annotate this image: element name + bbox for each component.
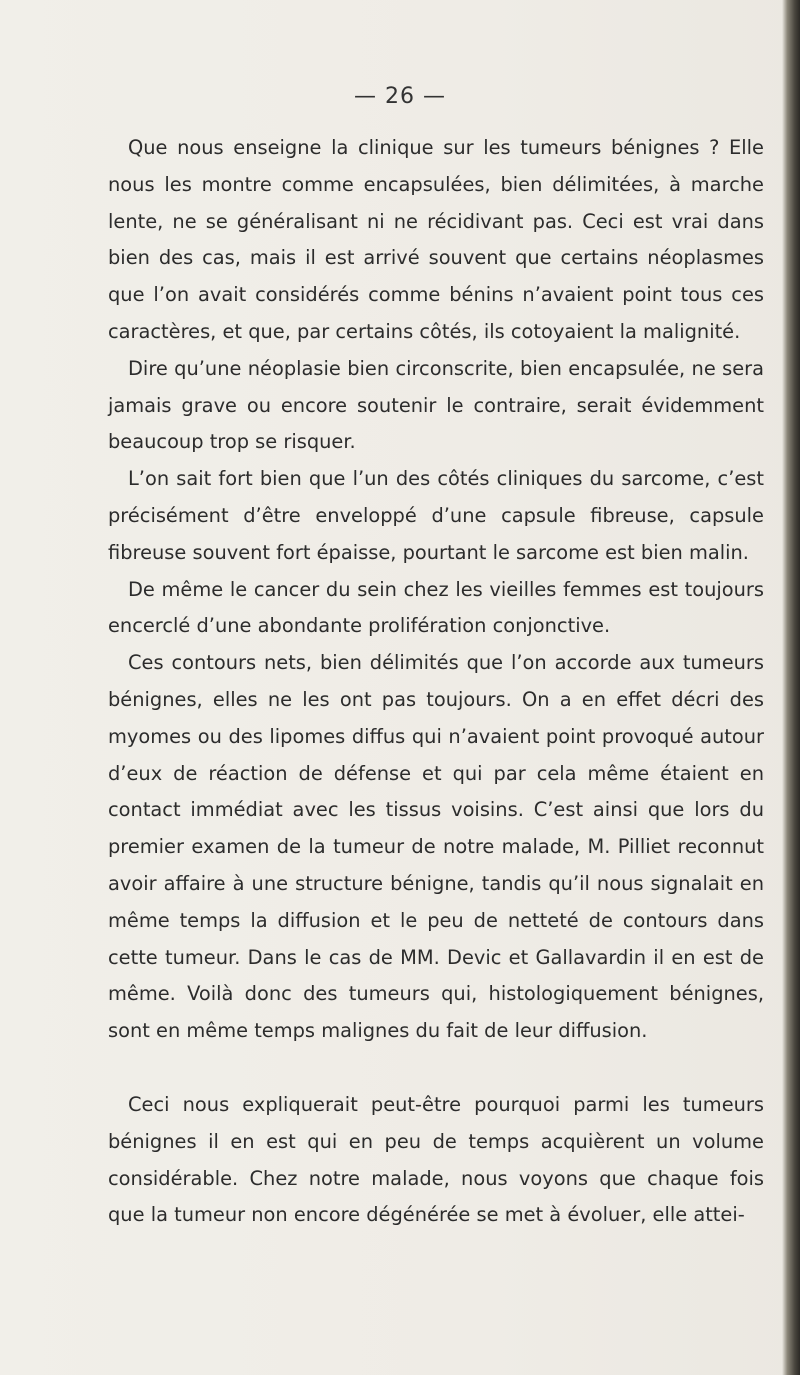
paragraph-5: Ces contours nets, bien délimités que l’on accorde aux tumeurs bénignes, elles ne les ont pas toujours. On a en effet décri des myomes ou des lipomes diffus qui n’avaient point provoqué autour d’eux de réaction de défense et qui par cela même étaient en contact immédiat avec les tissus voisins. C’est ainsi que lors du premier examen de la tumeur de notre malade, M. Pilliet reconnut avoir affaire à une structure bénigne, tandis qu’il nous signalait en même temps la diffusion et le peu de netteté de contours dans cette tumeur. Dans le cas de MM. Devic et Gallavardin il en est de même. Voilà donc des tumeurs qui, histologiquement bénignes, sont en même temps malignes du fait de leur diffusion. — [108, 651, 764, 1043]
paragraph-2: Dire qu’une néoplasie bien circonscrite, bien encapsulée, ne sera jamais grave ou encore soutenir le contraire, serait évidemment beaucoup trop se risquer. — [108, 356, 764, 454]
paragraph-6: Ceci nous expliquerait peut-être pourquoi parmi les tumeurs bénignes il en est qui en peu de temps acquièrent un volume considérable. Chez notre malade, nous voyons que chaque fois que la tumeur non encore dégénérée se met à évoluer, elle attei- — [108, 1092, 764, 1227]
paragraph-4: De même le cancer du sein chez les vieilles femmes est toujours encerclé d’une abondante prolifération conjonctive. — [108, 577, 764, 638]
binding-edge — [782, 0, 800, 1375]
paragraph-3: L’on sait fort bien que l’un des côtés cliniques du sarcome, c’est précisément d’être enveloppé d’une capsule fibreuse, capsule fibreuse souvent fort épaisse, pourtant le sarcome est bien malin. — [108, 467, 764, 564]
body-text — [108, 130, 764, 1234]
page-number: — 26 — — [354, 84, 446, 109]
paragraph-1: Que nous enseigne la clinique sur les tumeurs bénignes ? Elle nous les montre comme encapsulées, bien délimitées, à marche lente, ne se généralisant ni ne récidivant pas. Ceci est vrai dans bien des cas, mais il est arrivé souvent que certains néoplasmes que l’on avait considérés comme bénins n’avaient point tous ces caractères, et que, par certains côtés, ils cotoyaient la malignité. — [108, 136, 764, 343]
